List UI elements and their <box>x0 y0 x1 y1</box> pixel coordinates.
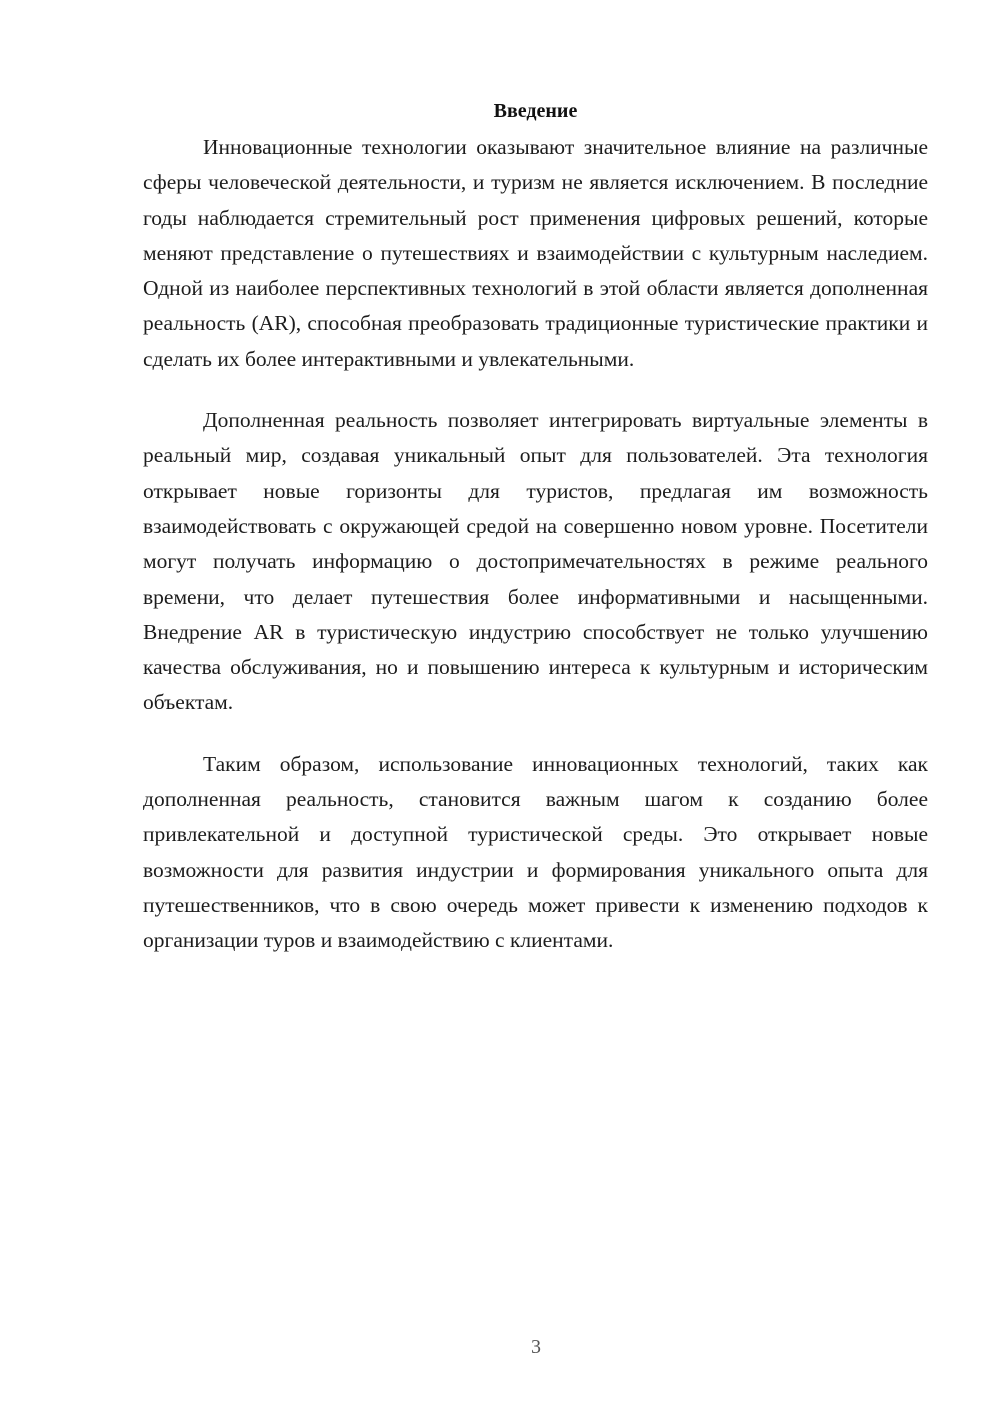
page-number: 3 <box>531 1336 541 1358</box>
paragraph-2: Дополненная реальность позволяет интегрировать виртуальные элементы в реальный мир, создавая уникальный опыт для пользователей. Эта технология открывает новые горизонты для туристов, предлагая им возможность взаимодействовать с окружающей средой на совершенно новом уровне. Посетители могут получать информацию о достопримечательностях в режиме реального времени, что делает путешествия более информативными и насыщенными. Внедрение AR в туристическую индустрию способствует не только улучшению качества обслуживания, но и повышению интереса к культурным и историческим объектам. <box>143 408 928 715</box>
section-title: Введение <box>493 100 578 122</box>
paragraph-3: Таким образом, использование инновационных технологий, таких как дополненная реальность, становится важным шагом к созданию более привлекательной и доступной туристической среды. Это открывает новые возможности для развития индустрии и формирования уникального опыта для путешественников, что в свою очередь может привести к изменению подходов к организации туров и взаимодействию с клиентами. <box>143 751 928 953</box>
paragraph-1: Инновационные технологии оказывают значительное влияние на различные сферы человеческой деятельности, и туризм не является исключением. В последние годы наблюдается стремительный рост применения цифровых решений, которые меняют представление о путешествиях и взаимодействии с культурным наследием. Одной из наиболее перспективных технологий в этой области является дополненная реальность (AR), способная преобразовать традиционные туристические практики и сделать их более интерактивными и увлекательными. <box>143 135 928 371</box>
document-body <box>143 96 928 985</box>
